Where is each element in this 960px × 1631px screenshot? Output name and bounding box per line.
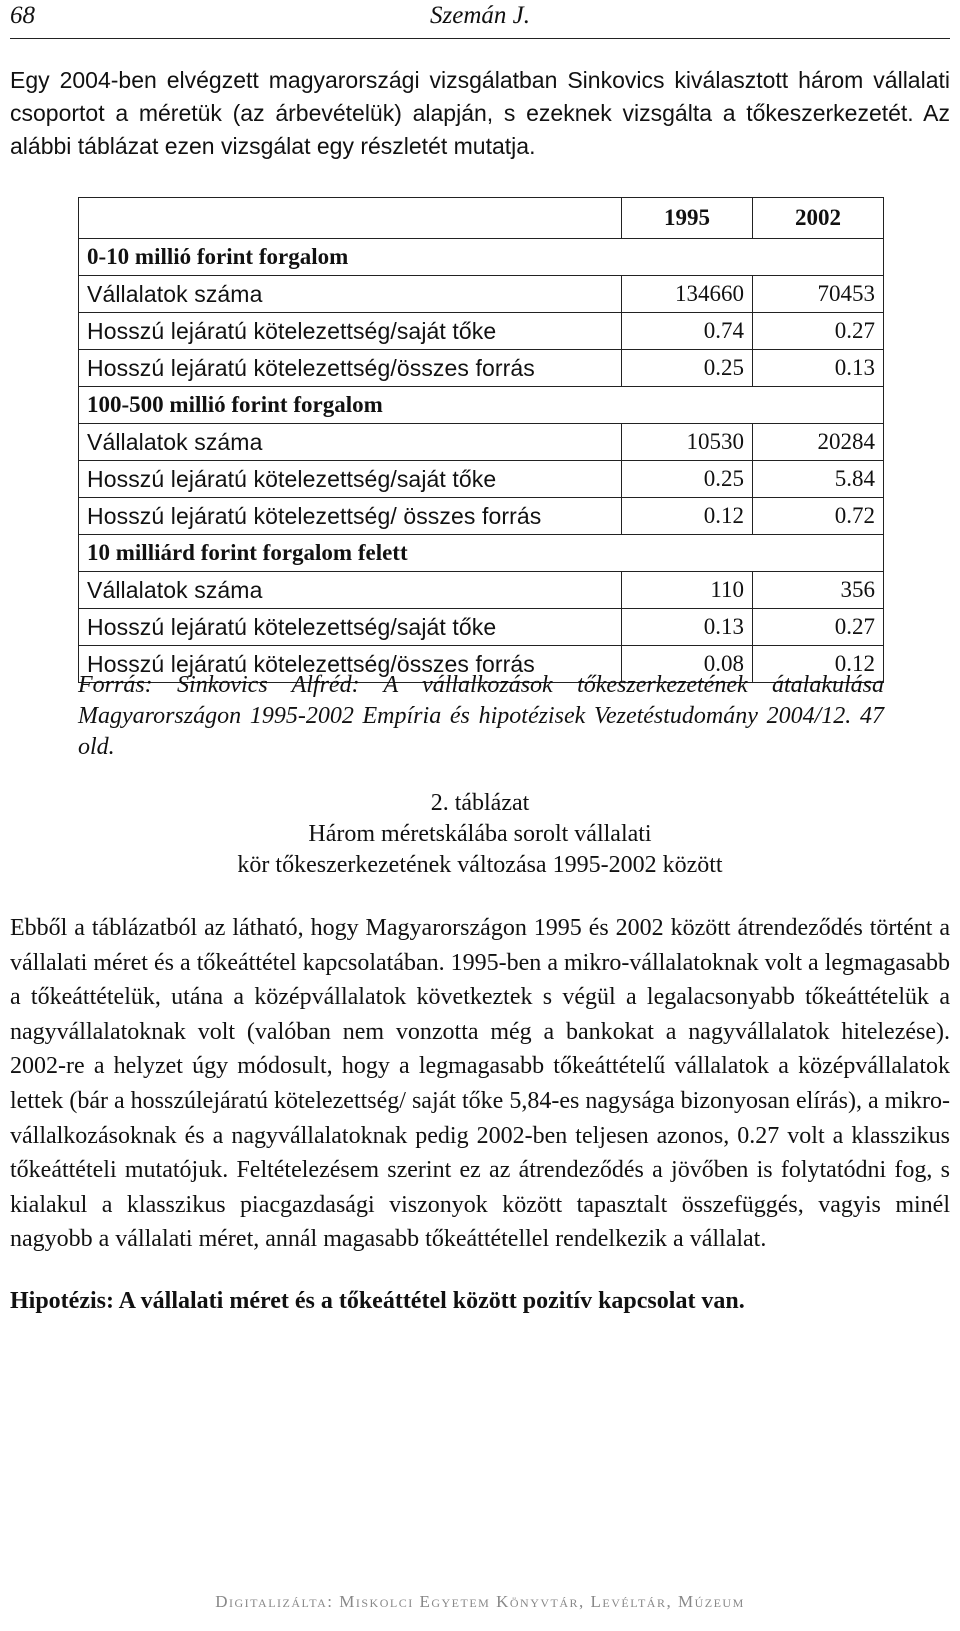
- cell-2002: 0.27: [753, 609, 884, 646]
- cell-1995: 10530: [622, 424, 753, 461]
- table-caption: [0, 788, 960, 881]
- column-header-1995: 1995: [622, 198, 753, 239]
- table-row: [79, 572, 884, 609]
- row-label: Hosszú lejáratú kötelezettség/saját tőke: [79, 313, 622, 350]
- cell-1995: 0.12: [622, 498, 753, 535]
- group-header-row: [79, 387, 884, 424]
- table-header-empty-cell: [79, 198, 622, 239]
- cell-1995: 0.74: [622, 313, 753, 350]
- table-row: [79, 276, 884, 313]
- caption-line-2: kör tőkeszerkezetének változása 1995-2002 között: [237, 852, 723, 878]
- table-row: [79, 350, 884, 387]
- running-header: [10, 0, 950, 39]
- hypothesis-statement: Hipotézis: A vállalati méret és a tőkeáttétel között pozitív kapcsolat van.: [10, 1288, 745, 1314]
- row-label: Vállalatok száma: [79, 572, 622, 609]
- cell-2002: 5.84: [753, 461, 884, 498]
- table-row: [79, 609, 884, 646]
- row-label: Vállalatok száma: [79, 276, 622, 313]
- cell-2002: 70453: [753, 276, 884, 313]
- cell-2002: 0.72: [753, 498, 884, 535]
- table-number: 2. táblázat: [430, 790, 530, 816]
- table-source-note: Forrás: Sinkovics Alfréd: A vállalkozások tőkeszerkezetének átalakulása Magyarországon 1995-2002 Empíria és hipotézisek Vezetéstudomány 2004/12. 47 old.: [78, 672, 884, 760]
- group-title: 0-10 millió forint forgalom: [79, 239, 622, 276]
- cell-1995: 0.25: [622, 461, 753, 498]
- group-title-spacer: [622, 535, 884, 572]
- capital-structure-table: [78, 197, 884, 683]
- group-title: 100-500 millió forint forgalom: [79, 387, 622, 424]
- running-head-author: Szemán J.: [430, 2, 530, 29]
- cell-2002: 20284: [753, 424, 884, 461]
- table-row: [79, 461, 884, 498]
- row-label: Hosszú lejáratú kötelezettség/ összes forrás: [79, 498, 622, 535]
- body-paragraph: Ebből a táblázatból az látható, hogy Magyarországon 1995 és 2002 között átrendeződés történt a vállalati méret és a tőkeáttétel kapcsolatában. 1995-ben a mikro-vállalatoknak volt a legmagasabb a tőkeáttételük, utána a középvállalatok következtek s végül a legalacsonyabb tőkeáttételük a nagyvállalatoknak volt (valóban nem vonzotta még a bankokat a nagyvállalatok hitelezése). 2002-re a helyzet úgy módosult, hogy a legmagasabb tőkeáttételű vállalatok a középvállalatok lettek (bár a hosszúlejáratú kötelezettség/ saját tőke 5,84-es nagysága bizonyosan elírás), a mikro-vállalkozásoknak és a nagyvállalatoknak pedig 2002-ben teljesen azonos, 0.27 volt a klasszikus tőkeáttételi mutatójuk. Feltételezésem szerint ez az átrendeződés a jövőben is folytatódni fog, s kialakul a klasszikus piacgazdasági viszonyok között tapasztalt összefüggés, vagyis minél nagyobb a vállalati méret, annál magasabb tőkeáttétellel rendelkezik a vállalat.: [10, 915, 950, 1253]
- row-label: Hosszú lejáratú kötelezettség/saját tőke: [79, 609, 622, 646]
- column-header-2002: 2002: [753, 198, 884, 239]
- group-header-row: [79, 239, 884, 276]
- table-row: [79, 498, 884, 535]
- row-label: Hosszú lejáratú kötelezettség/összes forrás: [79, 646, 622, 683]
- row-label: Vállalatok száma: [79, 424, 622, 461]
- cell-2002: 0.27: [753, 313, 884, 350]
- cell-1995: 0.13: [622, 609, 753, 646]
- cell-1995: 110: [622, 572, 753, 609]
- table-row: [79, 424, 884, 461]
- intro-paragraph: Egy 2004-ben elvégzett magyarországi vizsgálatban Sinkovics kiválasztott három vállalati csoportot a méretük (az árbevételük) alapján, s ezeknek vizsgálta a tőkeszerkezetét. Az alábbi táblázat ezen vizsgálat egy részletét mutatja.: [10, 67, 950, 159]
- caption-line-1: Három méretskálába sorolt vállalati: [308, 821, 652, 847]
- cell-2002: 0.12: [753, 646, 884, 683]
- cell-1995: 0.08: [622, 646, 753, 683]
- group-title-spacer: [622, 387, 884, 424]
- cell-2002: 0.13: [753, 350, 884, 387]
- cell-1995: 134660: [622, 276, 753, 313]
- table-row: [79, 313, 884, 350]
- row-label: Hosszú lejáratú kötelezettség/saját tőke: [79, 461, 622, 498]
- page-number: 68: [10, 2, 35, 29]
- group-title-spacer: [622, 239, 884, 276]
- group-title: 10 milliárd forint forgalom felett: [79, 535, 622, 572]
- digitization-footer: Digitalizálta: Miskolci Egyetem Könyvtár, Levéltár, Múzeum: [215, 1592, 745, 1611]
- table-header-row: [79, 198, 884, 239]
- group-header-row: [79, 535, 884, 572]
- cell-1995: 0.25: [622, 350, 753, 387]
- row-label: Hosszú lejáratú kötelezettség/összes forrás: [79, 350, 622, 387]
- cell-2002: 356: [753, 572, 884, 609]
